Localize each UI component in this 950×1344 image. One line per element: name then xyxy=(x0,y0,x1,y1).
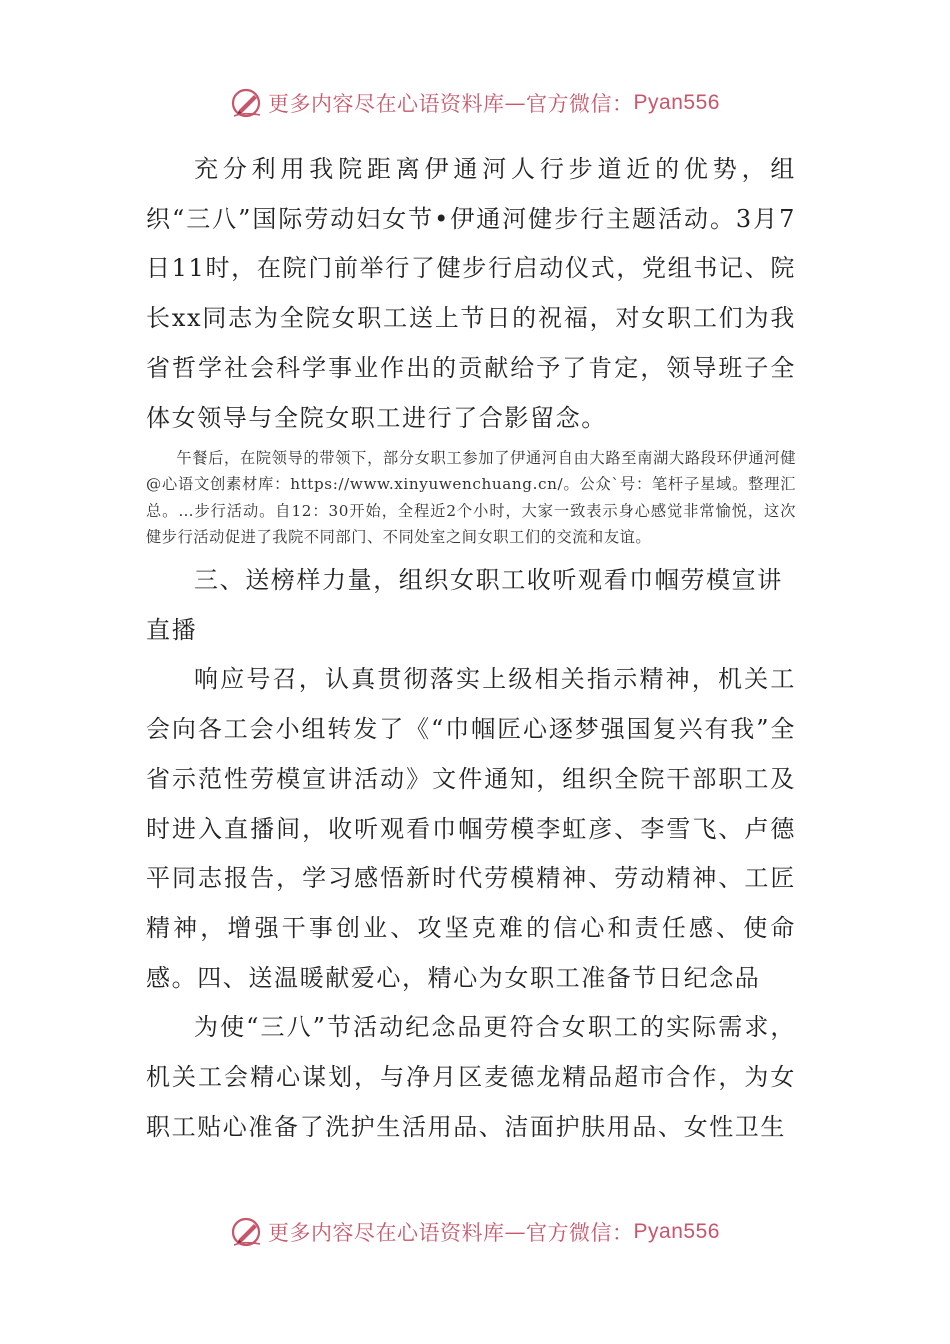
paragraph-model-workers: 响应号召，认真贯彻落实上级相关指示精神，机关工会向各工会小组转发了《“巾帼匠心逐梦强国复兴有我”全省示范性劳模宣讲活动》文件通知，组织全院干部职工及时进入直播间，收听观看巾帼劳模李虹彦、李雪飞、卢德平同志报告，学习感悟新时代劳模精神、劳动精神、工匠精神，增强干事创业、攻坚克难的信心和责任感、使命感。四、送温暖献爱心，精心为女职工准备节日纪念品 xyxy=(146,665,796,992)
banner-wechat-id: Pyan556 xyxy=(633,91,720,114)
paragraph-lunch-walk: 午餐后，在院领导的带领下，部分女职工参加了伊通河自由大路至南湖大路段环伊通河健@心语文创素材库：https://www.xinyuwenchuang.cn/。公众`号：笔杆子星域。整理汇总。…步行活动。自12：30开始，全程近2个小时，大家一致表示身心感觉非常愉悦，这次健步行活动促进了我院不同部门、不同处室之间女职工们的交流和友谊。 xyxy=(146,449,796,546)
paragraph-walk-activity: 充分利用我院距离伊通河人行步道近的优势，组织“三八”国际劳动妇女节•伊通河健步行主题活动。3月7日11时，在院门前举行了健步行启动仪式，党组书记、院长xx同志为全院女职工送上节日的祝福，对女职工们为我省哲学社会科学事业作出的贡献给予了肯定，领导班子全体女领导与全院女职工进行了合影留念。 xyxy=(146,155,796,432)
section-heading-three: 三、送榜样力量，组织女职工收听观看巾帼劳模宣讲直播 xyxy=(146,566,783,644)
footer-banner-text: 更多内容尽在心语资料库 xyxy=(268,1221,505,1245)
footer-banner-wechat-label: 官方微信： xyxy=(526,1221,634,1245)
paragraph-gifts: 为使“三八”节活动纪念品更符合女职工的实际需求，机关工会精心谋划，与净月区麦德龙精品超市合作，为女职工贴心准备了洗护生活用品、洁面护肤用品、女性卫生 xyxy=(146,1013,796,1141)
footer-banner-wechat-id: Pyan556 xyxy=(633,1220,720,1243)
banner-dash: — xyxy=(504,91,527,115)
pen-circle-logo-icon xyxy=(230,1215,264,1249)
footer-banner-dash: — xyxy=(504,1220,527,1244)
document-body xyxy=(146,145,796,1152)
banner-text: 更多内容尽在心语资料库 xyxy=(268,92,505,116)
pen-circle-logo-icon xyxy=(230,86,264,120)
banner-wechat-label: 官方微信： xyxy=(526,92,634,116)
header-banner xyxy=(0,83,950,123)
footer-banner xyxy=(0,1212,950,1252)
